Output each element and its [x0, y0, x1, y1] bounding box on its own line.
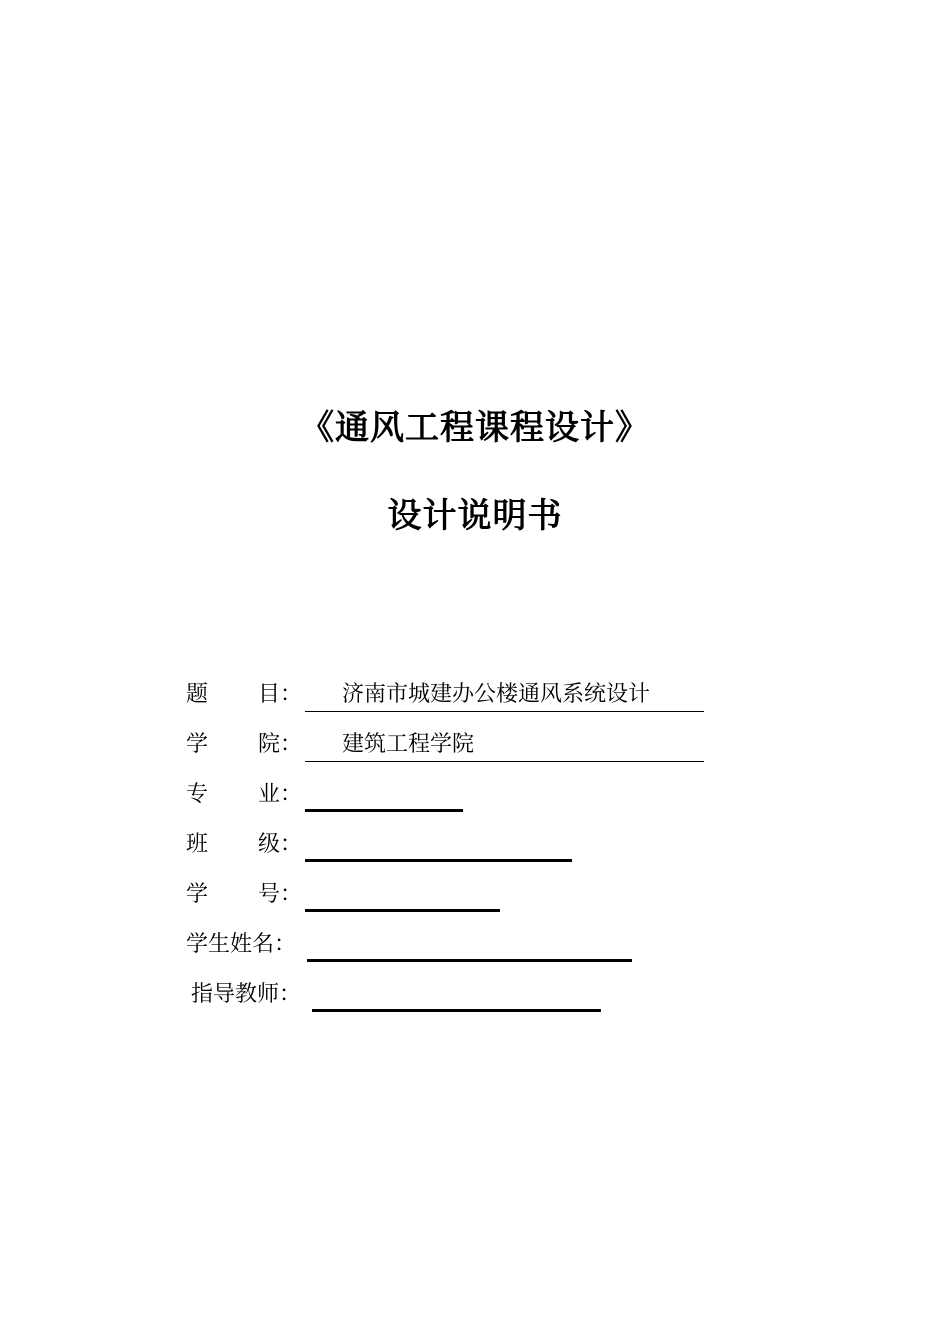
cover-subtitle: 设计说明书 [387, 496, 563, 536]
topic-value: 济南市城建办公楼通风系统设计 [342, 682, 651, 707]
college-label-char-2: 院 [258, 732, 281, 757]
topic-underline [305, 711, 704, 712]
cover-title: 《通风工程课程设计》 [300, 408, 650, 448]
major-label-char-1: 专 [186, 782, 209, 807]
topic-label-char-2: 目 [258, 682, 281, 707]
topic-label-char-1: 题 [186, 682, 209, 707]
class-underline [305, 859, 572, 862]
college-label-char-1: 学 [186, 732, 209, 757]
class-label-char-1: 班 [186, 832, 209, 857]
major-label-colon: ： [280, 782, 303, 807]
student-id-label-char-2: 号 [258, 882, 281, 907]
topic-label-colon: ： [280, 682, 303, 707]
college-underline [305, 761, 704, 762]
college-label-colon: ： [280, 732, 303, 757]
advisor-label: 指导教师： [191, 982, 302, 1007]
student-id-label-char-1: 学 [186, 882, 209, 907]
advisor-underline [312, 1009, 601, 1012]
student-name-label: 学生姓名： [186, 932, 297, 957]
student-name-underline [307, 959, 632, 962]
college-value: 建筑工程学院 [342, 732, 475, 757]
major-underline [305, 809, 463, 812]
student-id-label-colon: ： [280, 882, 303, 907]
class-label-colon: ： [280, 832, 303, 857]
major-label-char-2: 业 [258, 782, 281, 807]
class-label-char-2: 级 [258, 832, 281, 857]
student-id-underline [305, 909, 500, 912]
